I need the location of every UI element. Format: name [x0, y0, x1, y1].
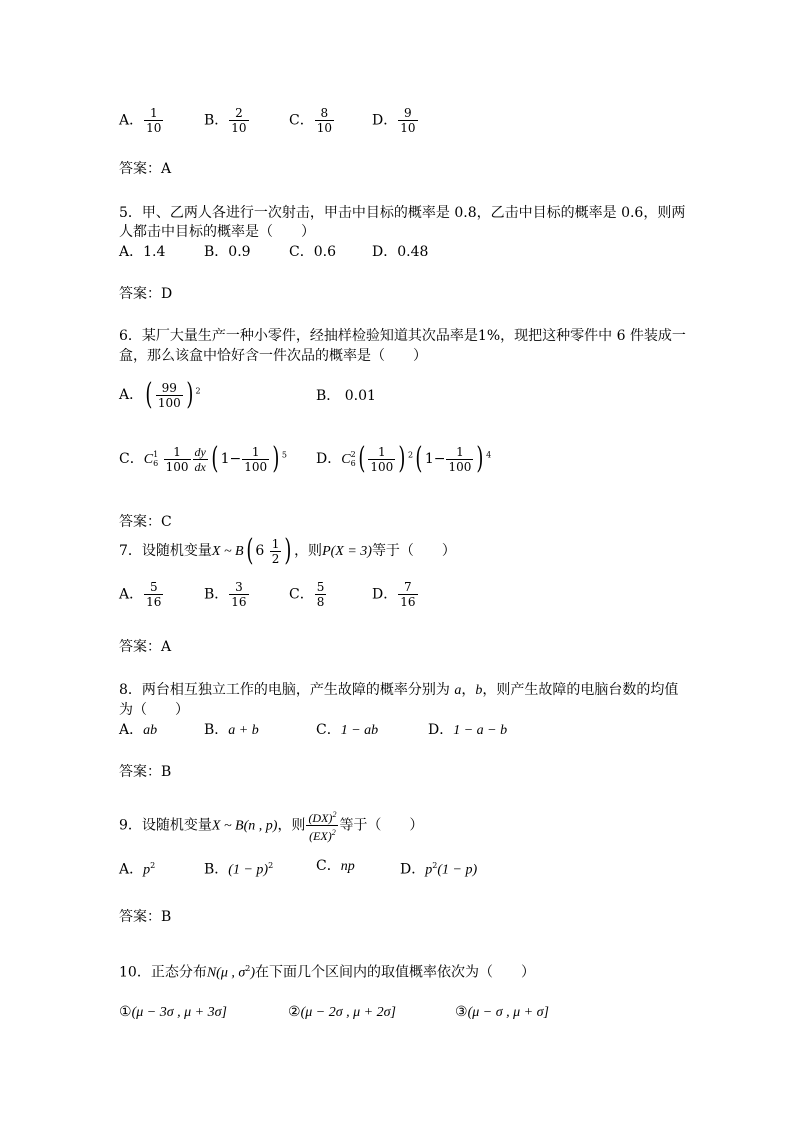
q7-option-b: B． $\frac{3}{16}$: [204, 580, 247, 609]
q5-option-b: B．0.9: [204, 244, 251, 260]
q8-option-b: B．a + b: [204, 722, 259, 738]
q9-option-c: C．np: [316, 858, 355, 874]
q5-stem-line2: 人都击中目标的概率是（ ）: [119, 224, 315, 240]
q6-answer: 答案：C: [119, 514, 172, 530]
q5-option-d: D．0.48: [372, 244, 429, 260]
q10-stem: 10．正态分布N(μ , $\sigma^2$)在下面几个区间内的取值概率依次为（ ）: [119, 964, 536, 981]
q10-interval-2: ②(μ − 2σ , μ + 2σ]: [288, 1004, 396, 1020]
q6-option-d: D．C 2 6 ( $\frac{1}{100}$ ) $^2$( 1− $\frac{1}{100}$ ) $^4$: [316, 441, 492, 476]
q5-option-c: C．0.6: [289, 244, 336, 260]
q7-stem: 7．设随机变量X ~ B( 6 $\frac{1}{2}$ ) ，则P(X = 3)等于（ ）: [119, 533, 456, 568]
q4-option-c: C． $\frac{8}{10}$: [289, 106, 332, 135]
q8-option-d: D．1 − a − b: [428, 722, 508, 738]
q8-answer: 答案：B: [119, 764, 172, 780]
q6-option-c: C．C 1 6 $\frac{1}{100}$ $\frac{dy}{dx}$ ( 1− $\frac{1}{100}$ ) $^5$: [119, 441, 287, 476]
q9-stem: 9．设随机变量X ~ B(n , p)，则 $\frac{(DX)^2}{(EX)^2}$ 等于（ ）: [119, 810, 424, 843]
q6-stem-line2: 盒，那么该盒中恰好含一件次品的概率是（ ）: [119, 348, 427, 364]
q7-option-c: C． $\frac{5}{8}$: [289, 580, 325, 609]
q4-option-a: A． $\frac{1}{10}$: [119, 106, 162, 135]
q7-option-d: D． $\frac{7}{16}$: [372, 580, 416, 609]
q7-option-a: A． $\frac{5}{16}$: [119, 580, 162, 609]
q4-answer: 答案：A: [119, 161, 172, 177]
q6-option-b: B． 0.01: [316, 388, 376, 404]
q6-stem-line1: 6．某厂大量生产一种小零件，经抽样检验知道其次品率是1%，现把这种零件中 6 件装成一: [119, 328, 686, 344]
q8-stem-line2: 为（ ）: [119, 702, 189, 718]
q7-answer: 答案：A: [119, 639, 172, 655]
q10-interval-1: ①(μ − 3σ , μ + 3σ]: [119, 1004, 227, 1020]
q4-option-b: B． $\frac{2}{10}$: [204, 106, 247, 135]
q10-interval-3: ③(μ − σ , μ + σ]: [455, 1004, 549, 1020]
q5-answer: 答案：D: [119, 286, 173, 302]
q6-option-a: A．( $\frac{99}{100}$ ) $^2$: [119, 377, 201, 412]
q9-option-b: B．$(1 - p)^2$: [204, 861, 274, 878]
q5-stem-line1: 5．甲、乙两人各进行一次射击，甲击中目标的概率是 0.8，乙击中目标的概率是 0.6，则两: [119, 205, 686, 221]
q8-option-a: A．ab: [119, 722, 158, 738]
q8-option-c: C．1 − ab: [316, 722, 379, 738]
q4-option-d: D． $\frac{9}{10}$: [372, 106, 416, 135]
q8-stem-line1: 8．两台相互独立工作的电脑，产生故障的概率分别为 a，b，则产生故障的电脑台数的均值: [119, 682, 679, 698]
q5-option-a: A．1.4: [119, 244, 166, 260]
q9-option-d: D．$p^2(1 - p)$: [400, 861, 478, 878]
q9-option-a: A．$p^2$: [119, 861, 156, 878]
q9-answer: 答案：B: [119, 909, 172, 925]
